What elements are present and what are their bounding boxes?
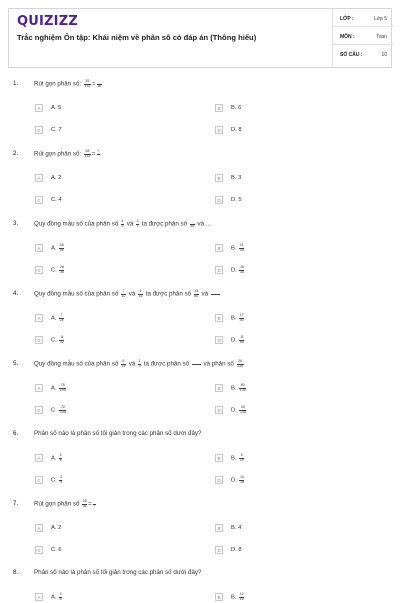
option-text: D. $\frac{14}{18}$ — [231, 475, 244, 484]
fraction: $\frac{7}{24}$ — [59, 313, 64, 322]
answer-option-a[interactable] — [35, 244, 185, 254]
fraction: $\frac{28}{133}$ — [84, 149, 91, 158]
answer-option-b[interactable] — [215, 454, 365, 464]
fraction: $\frac{78}{135}$ — [59, 383, 66, 392]
answer-option-d[interactable] — [215, 336, 365, 346]
question-number: 3. — [13, 220, 19, 227]
question-text: Phân số nào là phân số tối giản trong các phân số dưới đây? — [34, 569, 202, 576]
meta-subject — [332, 29, 393, 45]
option-text: C. 7 — [51, 127, 62, 133]
fraction: $\frac{11}{60}$ — [239, 335, 244, 344]
option-letter-box[interactable]: D — [215, 406, 223, 414]
option-text: B. $\frac{5}{24}$ — [231, 453, 244, 462]
fraction: $\frac{1}{9}$ — [138, 359, 141, 368]
meta-grade-value: Lớp 5 — [373, 16, 387, 22]
option-letter-box[interactable]: A — [35, 174, 43, 182]
question-number: 6. — [13, 430, 19, 437]
option-letter-box[interactable]: B — [215, 314, 223, 322]
option-letter-box[interactable]: B — [215, 524, 223, 532]
option-text: D. $\frac{11}{60}$ — [231, 335, 244, 344]
option-text: D. 8 — [231, 547, 242, 553]
fraction: $\frac{4}{15}$ — [138, 289, 143, 298]
answer-option-c[interactable] — [35, 546, 185, 556]
answer-option-a[interactable] — [35, 524, 185, 534]
option-letter-box[interactable]: C — [35, 196, 43, 204]
answer-option-a[interactable] — [35, 314, 185, 324]
answer-option-a[interactable] — [35, 174, 185, 184]
option-letter-box[interactable]: D — [215, 266, 223, 274]
option-text: B. $\frac{80}{135}$ — [231, 383, 246, 392]
fraction: $\frac{4}{8}$ — [59, 453, 62, 462]
option-text: B. $\frac{17}{30}$ — [231, 313, 244, 322]
option-letter-box[interactable]: D — [215, 546, 223, 554]
option-text: B. 6 — [231, 105, 242, 111]
answer-option-d[interactable] — [215, 126, 365, 136]
answer-option-a[interactable] — [35, 104, 185, 114]
answer-option-b[interactable] — [215, 174, 365, 184]
option-text: C. 6 — [51, 547, 62, 553]
option-letter-box[interactable]: A — [35, 244, 43, 252]
option-text: A. $\frac{78}{135}$ — [51, 383, 66, 392]
answer-option-a[interactable] — [35, 593, 185, 603]
option-text: C. $\frac{3}{9}$ — [51, 475, 62, 484]
fraction: $\frac{80}{135}$ — [239, 383, 246, 392]
meta-grade-label: LỚP : — [340, 16, 354, 22]
answer-option-b[interactable] — [215, 244, 365, 254]
worksheet-header — [8, 8, 392, 68]
answer-option-d[interactable] — [215, 546, 365, 556]
option-letter-box[interactable]: B — [215, 104, 223, 112]
option-letter-box[interactable]: C — [35, 406, 43, 414]
option-text: B. 4 — [231, 525, 242, 531]
answer-option-d[interactable] — [215, 196, 365, 206]
question-text: Rút gọn phân số $\frac{28}{98}$ = 7 — [34, 499, 96, 508]
fraction: $\frac{4}{8}$ — [59, 592, 62, 601]
fraction: $\frac{17}{30}$ — [239, 313, 244, 322]
answer-option-b[interactable] — [215, 384, 365, 394]
option-letter-box[interactable]: A — [35, 593, 43, 601]
option-letter-box[interactable]: A — [35, 104, 43, 112]
fraction: $\frac{4}{5}$ — [121, 219, 124, 228]
option-letter-box[interactable]: C — [35, 476, 43, 484]
answer-option-c[interactable] — [35, 196, 185, 206]
question-number: 4. — [13, 290, 19, 297]
blank-line — [192, 364, 201, 365]
fraction: ? — [97, 149, 99, 153]
question-text: Rút gọn phân số: $\frac{35}{133}$ = 38 — [34, 79, 101, 88]
worksheet-meta — [332, 9, 393, 67]
meta-divider — [332, 44, 393, 45]
option-text: A. $\frac{7}{24}$ — [51, 313, 64, 322]
fraction: 7 — [93, 500, 96, 508]
option-text: D. $\frac{40}{135}$ — [231, 405, 246, 414]
fraction: $\frac{8}{12}$ — [59, 335, 64, 344]
meta-subject-label: MÔN : — [340, 34, 355, 40]
option-letter-box[interactable]: B — [215, 244, 223, 252]
answer-option-d[interactable] — [215, 406, 365, 416]
answer-option-a[interactable] — [35, 384, 185, 394]
option-letter-box[interactable]: A — [35, 524, 43, 532]
blank-line — [211, 294, 220, 295]
option-text: A. $\frac{28}{35}$ — [51, 243, 64, 252]
fraction: $\frac{3}{9}$ — [59, 475, 62, 484]
fraction: $\frac{7}{12}$ — [121, 289, 126, 298]
option-letter-box[interactable]: B — [215, 454, 223, 462]
fraction: $\frac{14}{18}$ — [239, 475, 244, 484]
fraction: $\frac{12}{15}$ — [239, 592, 244, 601]
question-text: Phân số nào là phân số tối giản trong các phân số dưới đây? — [34, 430, 202, 437]
option-text: C. $\frac{72}{135}$ — [51, 405, 66, 414]
answer-option-c[interactable] — [35, 476, 185, 486]
option-text: D. 8 — [231, 127, 242, 133]
answer-option-b[interactable] — [215, 524, 365, 534]
answer-option-c[interactable] — [35, 406, 185, 416]
option-text: B. $\frac{21}{35}$ — [231, 243, 244, 252]
option-letter-box[interactable]: D — [215, 196, 223, 204]
option-letter-box[interactable]: C — [35, 546, 43, 554]
meta-count-label: SỐ CÂU : — [340, 52, 363, 58]
option-letter-box[interactable]: B — [215, 593, 223, 601]
option-text: C. $\frac{28}{35}$ — [51, 265, 64, 274]
answer-option-b[interactable] — [215, 104, 365, 114]
fraction: $\frac{40}{135}$ — [239, 405, 246, 414]
fraction: $\frac{72}{135}$ — [59, 405, 66, 414]
fraction: $\frac{28}{98}$ — [82, 499, 87, 508]
fraction: $\frac{15}{35}$ — [239, 265, 244, 274]
option-text: A. 2 — [51, 175, 62, 181]
option-text: C. $\frac{8}{12}$ — [51, 335, 64, 344]
question-number: 2. — [13, 150, 19, 157]
fraction: $\frac{26}{135}$ — [237, 359, 244, 368]
option-letter-box[interactable]: B — [215, 384, 223, 392]
answer-option-b[interactable] — [215, 593, 365, 603]
meta-grade — [332, 11, 393, 27]
question-text: Quy đồng mẫu số của phân số $\frac{7}{12}$ và $\frac{4}{15}$ ta được phân số $\frac{35}{60}$ và — [34, 290, 221, 298]
option-letter-box[interactable]: C — [35, 126, 43, 134]
option-text: B. $\frac{12}{15}$ — [231, 592, 244, 601]
answer-option-a[interactable] — [35, 454, 185, 464]
answer-option-c[interactable] — [35, 126, 185, 136]
fraction: $\frac{35}{133}$ — [84, 79, 91, 88]
fraction: $\frac{5}{24}$ — [239, 453, 244, 462]
option-text: A. 5 — [51, 105, 62, 111]
option-letter-box[interactable]: D — [215, 476, 223, 484]
question-number: 7. — [13, 500, 19, 507]
option-letter-box[interactable]: A — [35, 384, 43, 392]
option-letter-box[interactable]: C — [35, 336, 43, 344]
fraction: $\frac{28}{35}$ — [59, 243, 64, 252]
fraction: $\frac{35}{60}$ — [194, 289, 199, 298]
option-text: A. $\frac{4}{8}$ — [51, 453, 62, 462]
option-letter-box[interactable]: D — [215, 126, 223, 134]
fraction: $\frac{8}{15}$ — [121, 359, 126, 368]
quizizz-logo: QUIZIZZ — [17, 14, 78, 29]
option-text: B. 3 — [231, 175, 242, 181]
fraction: $\frac{28}{35}$ — [59, 265, 64, 274]
fraction: $\frac{21}{35}$ — [239, 243, 244, 252]
meta-divider — [332, 26, 393, 27]
question-text: Quy đồng mẫu số của phân số $\frac{4}{5}$ và $\frac{3}{7}$ ta được phân số 35 và ... — [34, 219, 211, 228]
question-text: Rút gọn phân số: $\frac{28}{133}$ = ? — [34, 149, 99, 158]
option-letter-box[interactable]: D — [215, 336, 223, 344]
fraction: $\frac{3}{7}$ — [136, 219, 139, 228]
question-number: 1. — [13, 80, 19, 87]
answer-option-c[interactable] — [35, 266, 185, 276]
meta-count — [332, 47, 393, 63]
answer-option-c[interactable] — [35, 336, 185, 346]
answer-option-b[interactable] — [215, 314, 365, 324]
fraction: 35 — [190, 220, 195, 228]
option-letter-box[interactable]: A — [35, 314, 43, 322]
fraction: 38 — [97, 80, 102, 88]
option-letter-box[interactable]: A — [35, 454, 43, 462]
option-text: D. $\frac{15}{35}$ — [231, 265, 244, 274]
meta-count-value: 10 — [381, 52, 387, 58]
question-number: 5. — [13, 360, 19, 367]
worksheet-title: Trắc nghiệm Ôn tập: Khái niệm về phân số có đáp án (Thông hiểu) — [17, 33, 257, 42]
question-text: Quy đồng mẫu số của phân số $\frac{8}{15}$ và $\frac{1}{9}$ ta được phân số và phân số $\frac{26}{135}$ — [34, 359, 244, 368]
answer-option-d[interactable] — [215, 476, 365, 486]
option-text: D. 5 — [231, 197, 242, 203]
answer-option-d[interactable] — [215, 266, 365, 276]
option-letter-box[interactable]: B — [215, 174, 223, 182]
option-text: A. 2 — [51, 525, 62, 531]
question-number: 8. — [13, 569, 19, 576]
meta-subject-value: Toán — [376, 34, 387, 40]
option-letter-box[interactable]: C — [35, 266, 43, 274]
option-text: C. 4 — [51, 197, 62, 203]
option-text: A. $\frac{4}{8}$ — [51, 592, 62, 601]
